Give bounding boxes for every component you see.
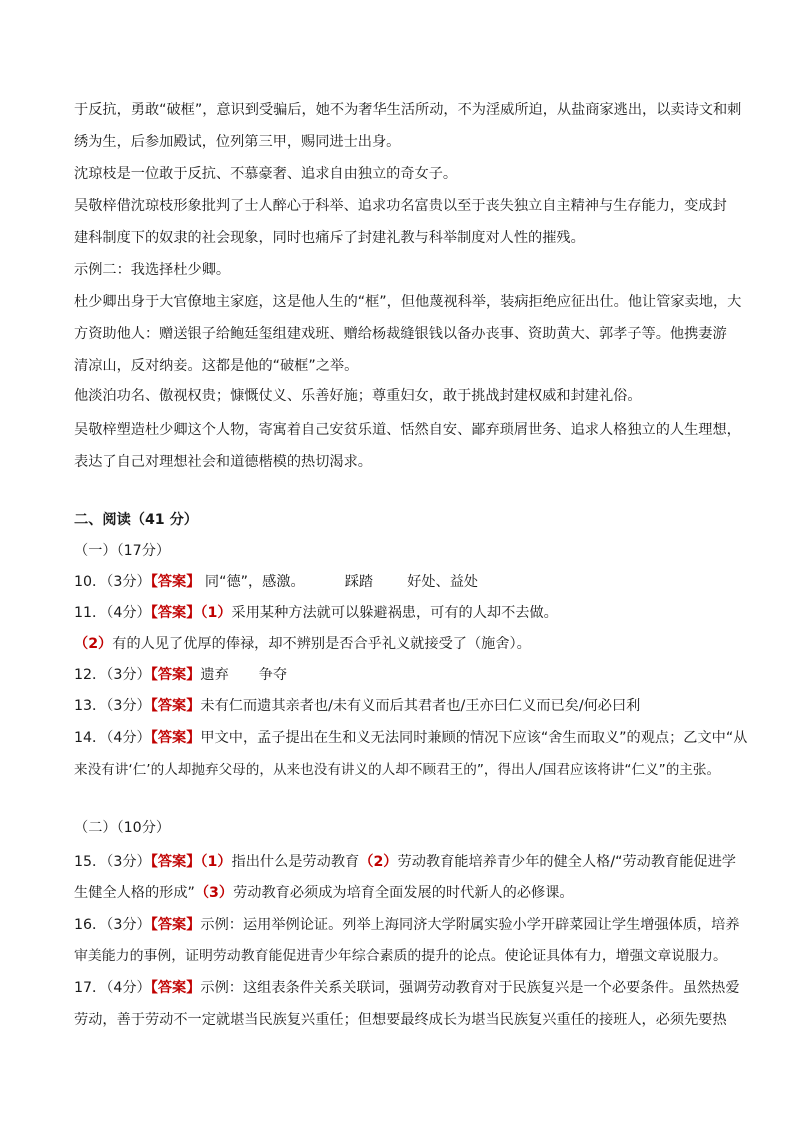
q17-text-1: 示例：这组表条件关系关联词，强调劳动教育对于民族复兴是一个必要条件。虽然热爱 <box>200 980 740 996</box>
q10-row <box>74 572 478 592</box>
q10-answer-a: 同“德”，感激。 <box>204 574 305 590</box>
q13-text: 未有仁而遗其亲者也/未有义而后其君者也/王亦曰仁义而已矣/何必曰利 <box>200 698 641 714</box>
q14-row <box>74 728 747 748</box>
answer-tag: 【答案】 <box>150 574 201 590</box>
essay-line-7: 杜少卿出身于大官僚地主家庭，这是他人生的“框”，但他蔑视科举，装病拒绝应征出仕。他让管家卖地，大 <box>74 294 742 310</box>
q15-mark-1: （1） <box>200 854 232 870</box>
q15-mark-2: （2） <box>359 854 398 870</box>
essay-line-8: 方资助他人：赠送银子给鲍廷玺组建戏班、赠给杨裁缝银钱以备办丧事、资助黄大、郭孝子等。他携妻游 <box>74 326 727 342</box>
q13-row <box>74 696 640 716</box>
q17-text-2: 劳动，善于劳动不一定就堪当民族复兴重任；但想要最终成长为堪当民族复兴重任的接班人，必须先要热 <box>74 1012 727 1028</box>
answer-tag: 【答案】 <box>150 605 201 621</box>
q15-text-1: 指出什么是劳动教育 <box>231 854 360 870</box>
part2-title: （二）（10分） <box>74 820 171 836</box>
q11-text-2: 有的人见了优厚的俸禄，却不辨别是否合乎礼义就接受了（施舍）。 <box>112 636 531 652</box>
q11-row <box>74 603 558 623</box>
q12-answer-b: 争夺 <box>258 667 288 683</box>
q11-row-2 <box>74 634 531 654</box>
essay-line-1: 于反抗，勇敢“破框”，意识到受骗后，她不为奢华生活所动，不为淫威所迫，从盐商家逃出，以卖诗文和刺 <box>74 102 742 118</box>
q12-row <box>74 665 287 685</box>
q14-text-1: 甲文中，孟子提出在生和义无法同时兼顾的情况下应该“舍生而取义”的观点；乙文中“从 <box>200 730 748 746</box>
q10-number: 10．（3分） <box>74 574 151 590</box>
q15-mark-3: （3） <box>194 885 234 901</box>
essay-line-10: 他淡泊功名、傲视权贵；慷慨仗义、乐善好施；尊重妇女，敢于挑战封建权威和封建礼俗。 <box>74 388 642 404</box>
q16-text-1: 示例：运用举例论证。列举上海同济大学附属实验小学开辟菜园让学生增强体质，培养 <box>200 917 740 933</box>
q12-number: 12．（3分） <box>74 667 151 683</box>
answer-tag: 【答案】 <box>150 854 201 870</box>
essay-line-4: 吴敬梓借沈琼枝形象批判了士人醉心于科举、追求功名富贵以至于丧失独立自主精神与生存能力，变成封 <box>74 198 727 214</box>
q13-number: 13．（3分） <box>74 698 151 714</box>
q15-text-4: 劳动教育必须成为培育全面发展的时代新人的必修课。 <box>233 885 574 901</box>
q11-number: 11．（4分） <box>74 605 151 621</box>
q15-row-2 <box>74 883 574 903</box>
essay-line-6: 示例二：我选择杜少卿。 <box>74 262 231 278</box>
q16-row <box>74 915 740 935</box>
essay-line-9: 清凉山，反对纳妾。这都是他的“破框”之举。 <box>74 358 359 374</box>
q16-text-2: 审美能力的事例，证明劳动教育能促进青少年综合素质的提升的论点。使论证具体有力，增强文章说服力。 <box>74 948 727 964</box>
q17-number: 17．（4分） <box>74 980 151 996</box>
answer-tag: 【答案】 <box>150 917 201 933</box>
answer-tag: 【答案】 <box>150 698 201 714</box>
answer-tag: 【答案】 <box>150 667 201 683</box>
essay-line-3: 沈琼枝是一位敢于反抗、不慕豪奢、追求自由独立的奇女子。 <box>74 166 458 182</box>
q12-answer-a: 遗弃 <box>200 667 229 683</box>
q14-number: 14．（4分） <box>74 730 151 746</box>
q10-answer-c: 好处、益处 <box>407 574 479 590</box>
q16-number: 16．（3分） <box>74 917 151 933</box>
answer-tag: 【答案】 <box>150 980 201 996</box>
q11-mark-1: （1） <box>200 605 232 621</box>
essay-line-5: 建科制度下的奴隶的社会现象，同时也痛斥了封建礼教与科举制度对人性的摧残。 <box>74 230 585 246</box>
q15-text-3: 生健全人格的形成” <box>74 885 195 901</box>
q11-text-1: 采用某种方法就可以躲避祸患，可有的人却不去做。 <box>231 605 558 621</box>
q17-row <box>74 978 740 998</box>
q11-mark-2: （2） <box>74 636 113 652</box>
q15-text-2: 劳动教育能培养青少年的健全人格/“劳动教育能促进学 <box>397 854 736 870</box>
essay-line-11: 吴敬梓塑造杜少卿这个人物，寄寓着自己安贫乐道、恬然自安、鄙弃琐屑世务、追求人格独立的人生理想， <box>74 422 741 438</box>
part1-title: （一）（17分） <box>74 543 171 559</box>
section-title: 二、阅读（41 分） <box>74 512 198 528</box>
q14-text-2: 来没有讲‘仁’的人却抛弃父母的，从来也没有讲义的人却不顾君王的”，得出人/国君应该将讲“仁义”的主张。 <box>74 762 721 778</box>
essay-line-2: 绣为生，后参加殿试，位列第三甲，赐同进士出身。 <box>74 134 401 150</box>
q10-answer-b: 踩踏 <box>344 574 374 590</box>
answer-tag: 【答案】 <box>150 730 201 746</box>
essay-line-12: 表达了自己对理想社会和道德楷模的热切渴求。 <box>74 454 372 470</box>
q15-row <box>74 852 736 872</box>
q15-number: 15．（3分） <box>74 854 151 870</box>
